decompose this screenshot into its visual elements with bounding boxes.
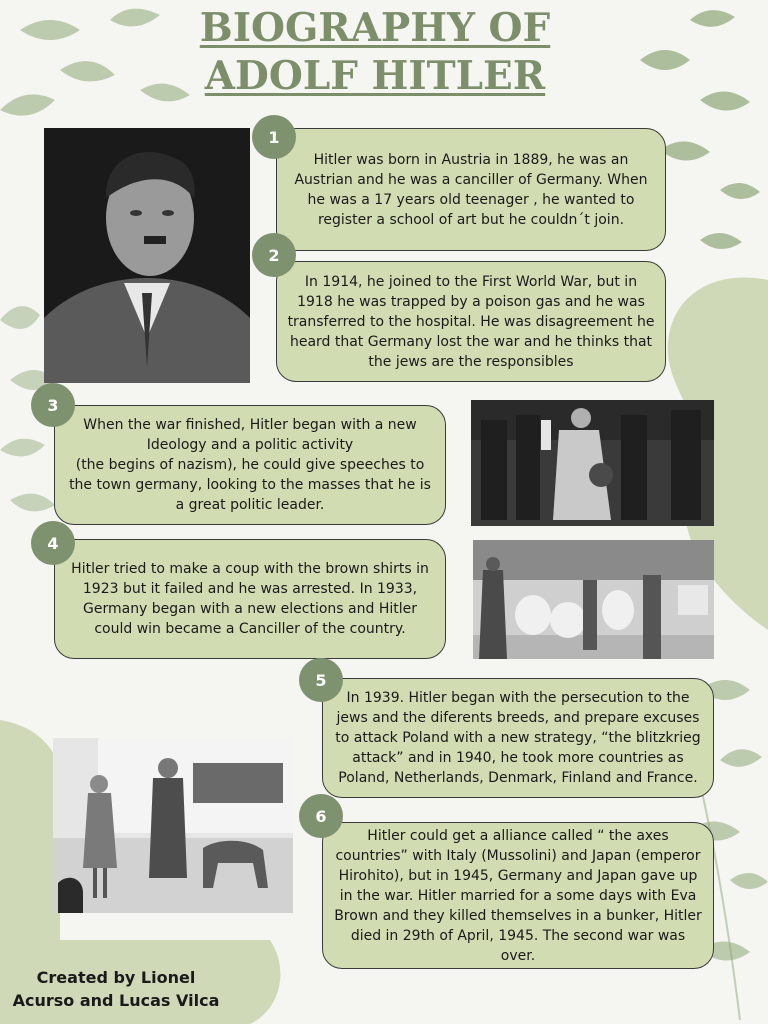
section-1-text: Hitler was born in Austria in 1889, he was an Austrian and he was a canciller of Germany. When he was a 17 years old teenager , he wanted to register a school of art but he couldn´t join. — [276, 128, 666, 251]
section-6-badge: 6 — [299, 794, 343, 838]
credit-line-1: Created by Lionel — [36, 968, 196, 987]
credit-line-2: Acurso and Lucas Vilca — [12, 991, 220, 1010]
section-3-text: When the war finished, Hitler began with a new Ideology and a politic activity (the begins of nazism), he could give speeches to the town germany, looking to the masses that he is a great politic leader. — [54, 405, 446, 525]
section-5-badge: 5 — [299, 658, 343, 702]
section-6-text: Hitler could get a alliance called “ the axes countries” with Italy (Mussolini) and Japan (emperor Hirohito), but in 1945, Germany and Japan gave up in the war. Hitler married for a some days with Eva Brown and they killed themselves in a bunker, Hitler died in 29th of April, 1945. The second war was over. — [322, 822, 714, 969]
title-line-2: ADOLF HITLER — [204, 53, 546, 99]
rally-photo — [471, 400, 714, 526]
author-credit — [6, 966, 226, 1012]
title-line-1: BIOGRAPHY OF — [199, 5, 551, 51]
page-title — [160, 4, 590, 100]
memorial-photo — [473, 540, 714, 659]
portrait-photo — [44, 128, 250, 383]
section-4-text: Hitler tried to make a coup with the brown shirts in 1923 but it failed and he was arrested. In 1933, Germany began with a new elections and Hitler could win became a Canciller of the country. — [54, 539, 446, 659]
section-1-badge: 1 — [252, 115, 296, 159]
section-5-text: In 1939. Hitler began with the persecution to the jews and the diferents breeds, and prepare excuses to attack Poland with a new strategy, “the blitzkrieg attack” and in 1940, he took more countries as Poland, Netherlands, Denmark, Finland and France. — [322, 678, 714, 798]
dogs-photo — [53, 738, 293, 913]
section-4-badge: 4 — [31, 521, 75, 565]
section-2-text: In 1914, he joined to the First World War, but in 1918 he was trapped by a poison gas and he was transferred to the hospital. He was disagreement he heard that Germany lost the war and he thinks that the jews are the responsibles — [276, 261, 666, 382]
section-3-badge: 3 — [31, 383, 75, 427]
section-2-badge: 2 — [252, 233, 296, 277]
